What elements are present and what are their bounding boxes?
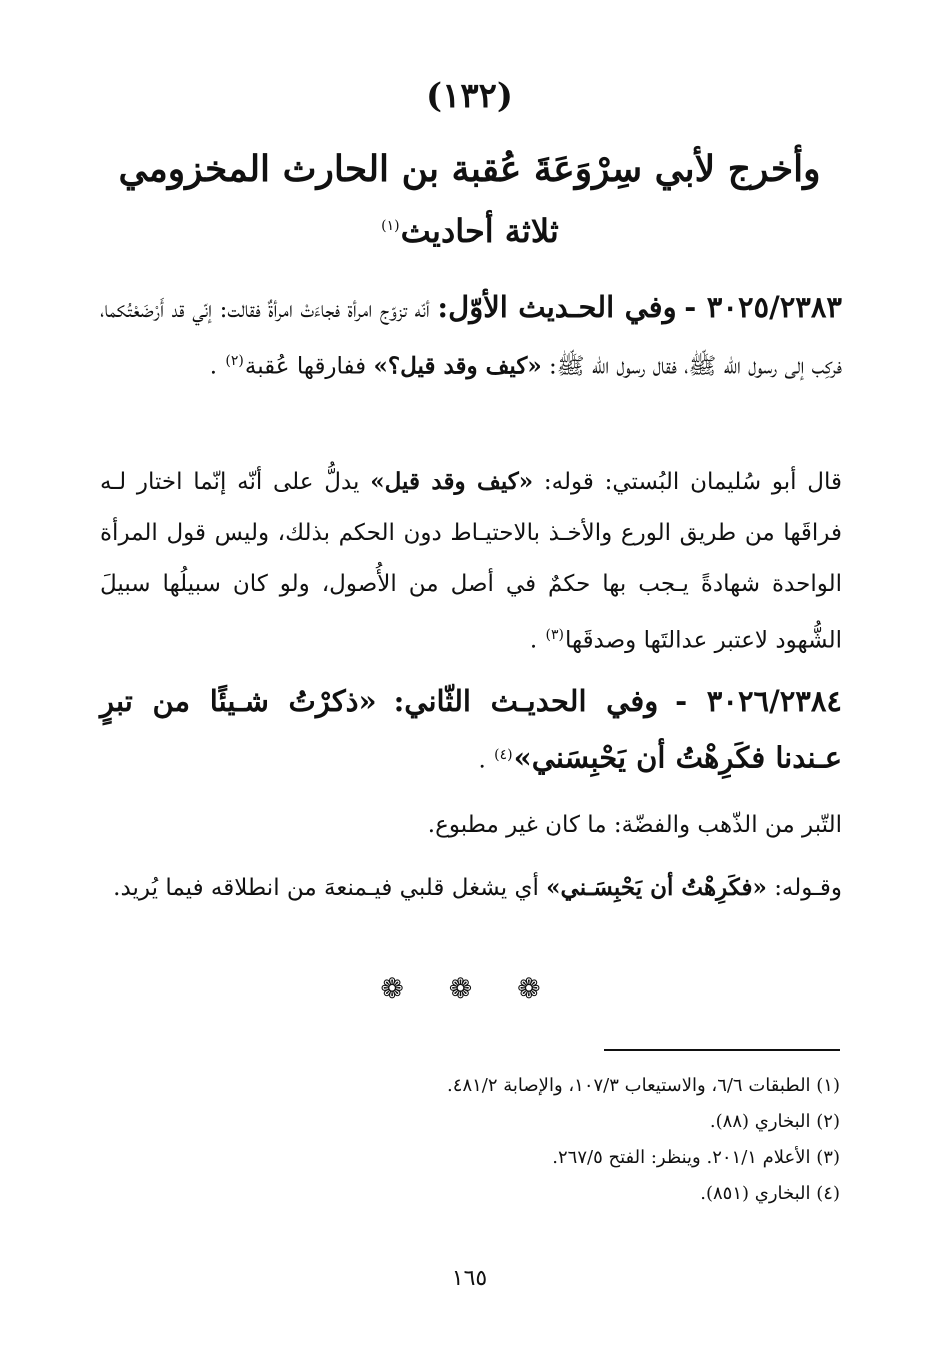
commentary-intro: قال أبو سُليمان البُستي: قوله: <box>543 469 842 495</box>
chapter-number: (١٣٢) <box>426 76 513 116</box>
hadith-number: ٣٠٢٥/٢٣٨٣ - <box>684 290 842 324</box>
footnote-ref: (١) <box>381 218 400 235</box>
commentary-1-paragraph <box>100 456 902 667</box>
footnotes <box>200 1068 840 1212</box>
hadith-after: ففارقها عُقبة <box>244 353 367 380</box>
footnote-4: (٤) البخاري (٨٥١). <box>700 1183 840 1204</box>
footnote-1: (١) الطبقات ٦/٦، والاستيعاب ١٠٧/٣، والإصابة ٤٨١/٢. <box>447 1075 840 1096</box>
hadith-lead: وفي الحديـث الثّاني: <box>393 684 659 718</box>
hadith-quote: «كيف وقد قيل؟» <box>373 352 542 380</box>
subheading-text: ثلاثة أحاديث <box>400 212 559 250</box>
commentary-intro: وقـوله: <box>774 875 842 901</box>
section-heading: وأخرج لأبي سِرْوَعَةَ عُقبة بن الحارث المخزومي <box>118 148 821 190</box>
footnote-separator <box>604 1049 840 1051</box>
hadith-text: أنّه تزوّج امرأة فجاءَتْ امرأةٌ فقالت: إنّي قد أَرْضَعْتُكما، فركِب إلى رسول الله ﷺ، فقال رسول الله ﷺ: <box>100 297 842 380</box>
commentary-2-paragraph: التّبر من الذّهب والفضّة: ما كان غير مطبوع. <box>427 812 842 838</box>
hadith-number: ٣٠٢٦/٢٣٨٤ - <box>675 684 842 718</box>
hadith-2-paragraph <box>100 676 842 787</box>
footnote-ref: (٣) <box>545 627 564 643</box>
paragraph-end: . <box>529 627 538 654</box>
commentary-quote: «فكَرِهْتُ أن يَحْبِسَـني» <box>546 874 767 901</box>
paragraph-end: . <box>478 747 486 774</box>
hadith-quote: «ذكرْتُ شـيئًا من تبرٍ عـندنا فكَرِهْتُ أن يَحْبِسَني» <box>100 684 842 775</box>
hadith-1-paragraph <box>100 282 842 393</box>
section-divider-ornaments: ❁ ❁ ❁ <box>380 972 559 1005</box>
commentary-quote: «كيف وقد قيل» <box>370 468 534 495</box>
footnote-3: (٣) الأعلام ٢٠١/١. وينظر: الفتح ٢٦٧/٥. <box>552 1147 840 1168</box>
footnote-2: (٢) البخاري (٨٨). <box>709 1111 840 1132</box>
section-subheading <box>0 212 939 250</box>
commentary-text: أي يشغل قلبي فيـمنعهَ من انطلاقه فيما يُريد. <box>113 875 539 901</box>
paragraph-end: . <box>209 353 218 380</box>
commentary-text: يدلُّ على أنّه إنّما اختار لـه فراقَها من طريق الورع والأخـذ بالاحتيـاط دون الحكم بذلك، وليس قول المرأة الواحدة شهادةً يـجب بها حكمٌ في أصل من الأُصول، ولو كان سبيلُها سبيلَ الشُّهود لاعتبر عدالتَها وصدقَها <box>100 469 842 654</box>
footnote-ref: (٤) <box>494 747 513 763</box>
footnote-ref: (٢) <box>225 353 244 369</box>
commentary-3-paragraph <box>100 862 902 914</box>
page-number: ١٦٥ <box>451 1266 488 1291</box>
hadith-lead: وفي الحـديث الأوّل: <box>437 290 677 324</box>
